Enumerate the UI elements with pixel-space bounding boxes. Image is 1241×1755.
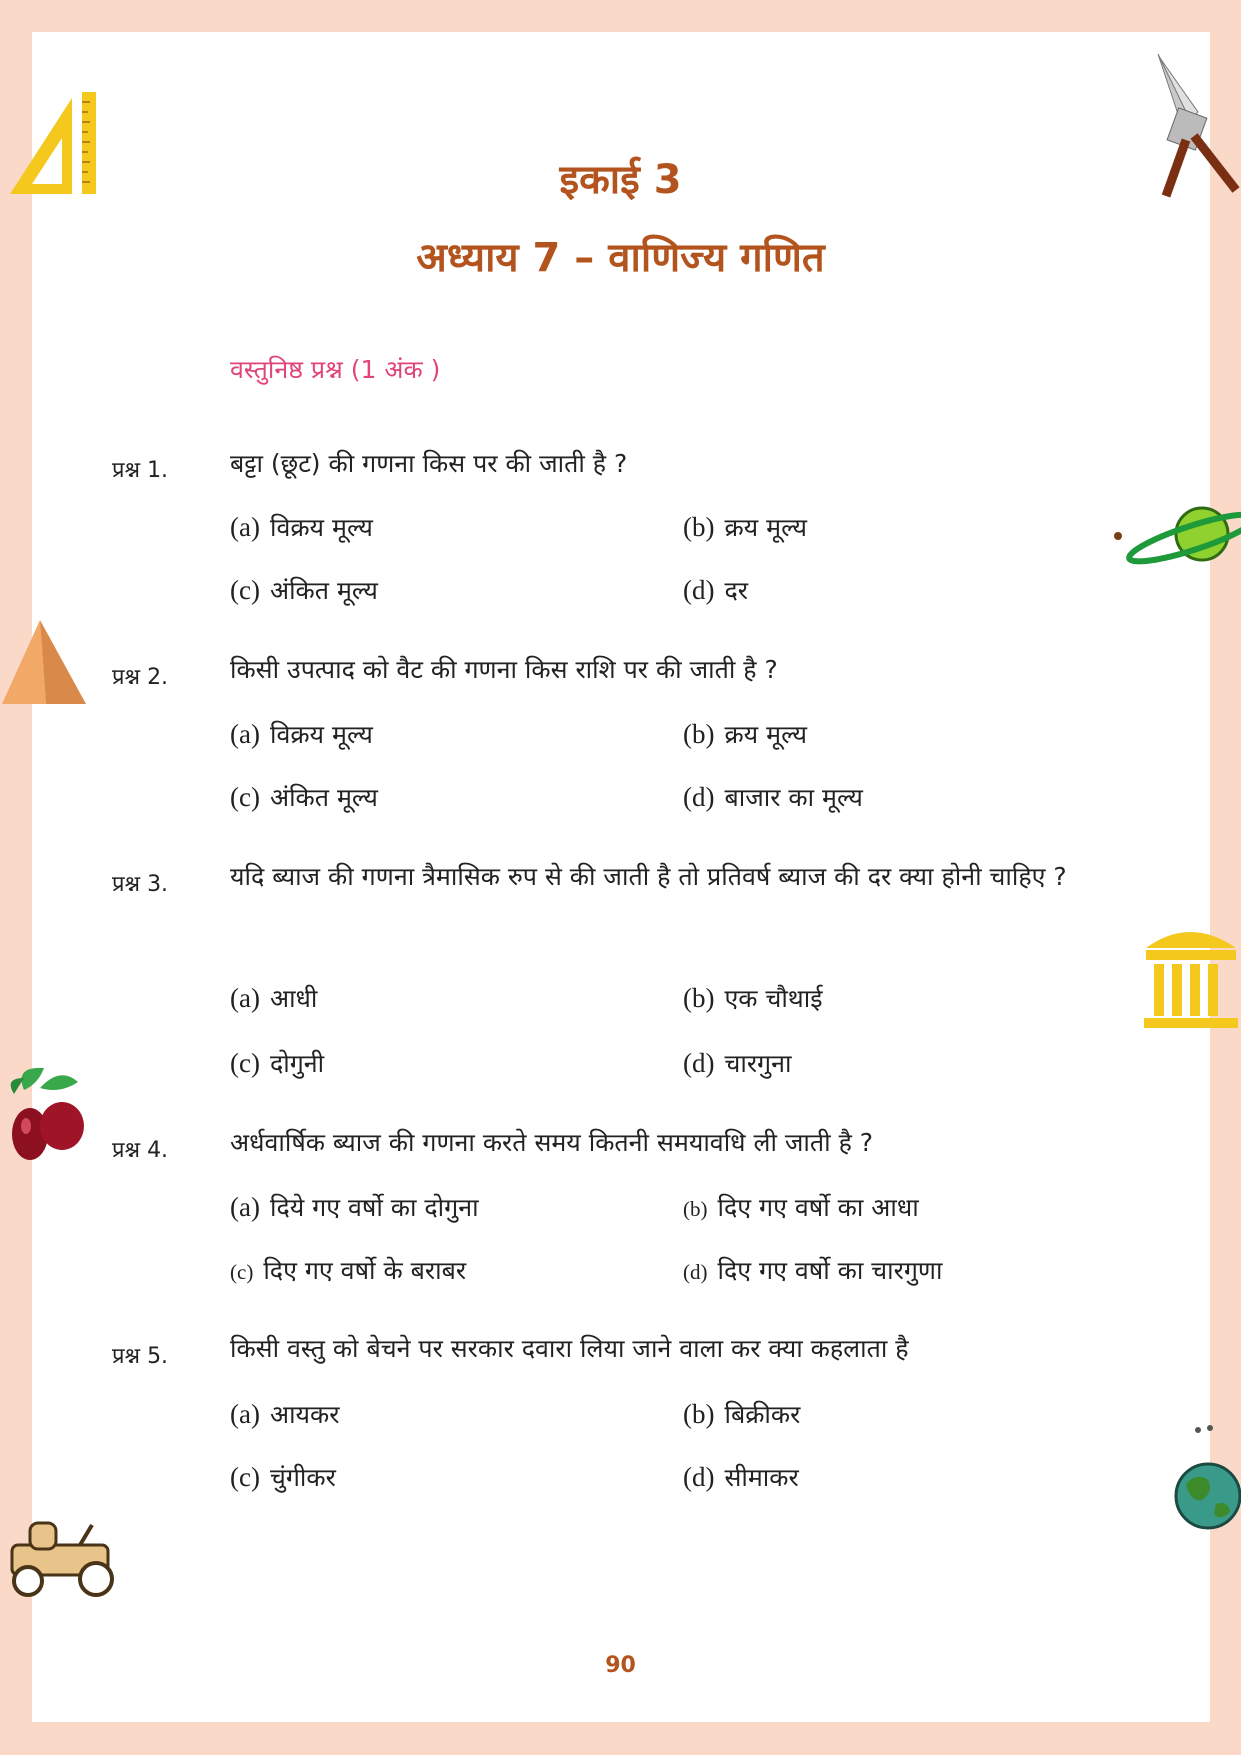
option-text: विक्रय मूल्य — [269, 513, 373, 542]
option-text: विक्रय मूल्य — [269, 720, 373, 749]
question-number: प्रश्न 1. — [112, 458, 169, 483]
option — [683, 981, 823, 1015]
option — [683, 1460, 799, 1494]
question-text: अर्धवार्षिक ब्याज की गणना करते समय कितनी समयावधि ली जाती है ? — [230, 1128, 874, 1157]
greek-temple-icon — [1140, 914, 1241, 1030]
option-marker: (b) — [683, 1399, 715, 1429]
chapter-title: अध्याय 7 – वाणिज्य गणित — [416, 235, 825, 281]
option-text: एक चौथाई — [724, 984, 823, 1013]
option — [683, 1397, 800, 1431]
option-text: दर — [724, 576, 748, 605]
option — [230, 1460, 336, 1494]
option — [683, 1190, 919, 1224]
option-marker: (b) — [683, 1197, 708, 1221]
page-number: 90 — [605, 1653, 636, 1678]
option-marker: (c) — [230, 575, 260, 605]
option-text: बिक्रीकर — [724, 1400, 801, 1429]
option-text: आयकर — [269, 1400, 340, 1429]
option — [230, 573, 378, 607]
option-marker: (d) — [683, 782, 715, 812]
option — [230, 1253, 466, 1287]
question-number: प्रश्न 4. — [112, 1138, 169, 1163]
option — [230, 510, 373, 544]
option — [683, 1253, 942, 1287]
option-marker: (a) — [230, 512, 260, 542]
option — [683, 1046, 792, 1080]
pyramid-icon — [0, 618, 90, 708]
question-text: यदि ब्याज की गणना त्रैमासिक रुप से की जाती है तो प्रतिवर्ष ब्याज की दर क्या होनी चाहिए ? — [230, 862, 1067, 891]
option-text: दोगुनी — [269, 1049, 325, 1078]
option-text: चारगुना — [724, 1049, 792, 1078]
option-marker: (a) — [230, 1399, 260, 1429]
option-text: अंकित मूल्य — [269, 576, 378, 605]
option-text: आधी — [269, 984, 318, 1013]
option-text: सीमाकर — [724, 1463, 799, 1492]
question-text: किसी वस्तु को बेचने पर सरकार दवारा लिया जाने वाला कर क्या कहलाता है — [230, 1334, 909, 1363]
option-text: अंकित मूल्य — [269, 783, 378, 812]
beans-plant-icon — [4, 1060, 90, 1170]
option-text: चुंगीकर — [269, 1463, 336, 1492]
option-text: क्रय मूल्य — [724, 720, 808, 749]
option-text: दिए गए वर्षो का आधा — [717, 1193, 919, 1222]
option-marker: (c) — [230, 782, 260, 812]
option — [683, 510, 807, 544]
option — [230, 981, 317, 1015]
option-text: दिये गए वर्षो का दोगुना — [269, 1193, 479, 1222]
question-text: किसी उपत्पाद को वैट की गणना किस राशि पर की जाती है ? — [230, 655, 778, 684]
option-text: दिए गए वर्षो के बराबर — [263, 1256, 467, 1285]
option — [230, 1397, 339, 1431]
unit-title: इकाई 3 — [559, 157, 682, 203]
section-label: वस्तुनिष्ठ प्रश्न (1 अंक ) — [230, 355, 441, 384]
option-text: दिए गए वर्षो का चारगुणा — [717, 1256, 943, 1285]
option-marker: (b) — [683, 983, 715, 1013]
saturn-planet-icon — [1112, 502, 1241, 572]
option — [683, 780, 863, 814]
question-number: प्रश्न 5. — [112, 1344, 169, 1369]
option-marker: (d) — [683, 1462, 715, 1492]
option — [230, 1190, 479, 1224]
option-marker: (c) — [230, 1462, 260, 1492]
option-marker: (c) — [230, 1048, 260, 1078]
option-marker: (a) — [230, 983, 260, 1013]
option — [230, 1046, 324, 1080]
option — [230, 780, 378, 814]
option-marker: (a) — [230, 719, 260, 749]
vintage-car-icon — [0, 1505, 130, 1605]
question-text: बट्टा (छूट) की गणना किस पर की जाती है ? — [230, 449, 628, 478]
option-marker: (b) — [683, 719, 715, 749]
option-marker: (c) — [230, 1260, 254, 1284]
option — [230, 717, 373, 751]
globe-icon — [1168, 1420, 1241, 1530]
option-marker: (b) — [683, 512, 715, 542]
question-number: प्रश्न 3. — [112, 872, 169, 897]
question-number: प्रश्न 2. — [112, 665, 169, 690]
option-marker: (a) — [230, 1192, 260, 1222]
option-text: बाजार का मूल्य — [724, 783, 863, 812]
option-marker: (d) — [683, 1048, 715, 1078]
option — [683, 717, 807, 751]
option-marker: (d) — [683, 1260, 708, 1284]
option — [683, 573, 748, 607]
option-text: क्रय मूल्य — [724, 513, 808, 542]
option-marker: (d) — [683, 575, 715, 605]
